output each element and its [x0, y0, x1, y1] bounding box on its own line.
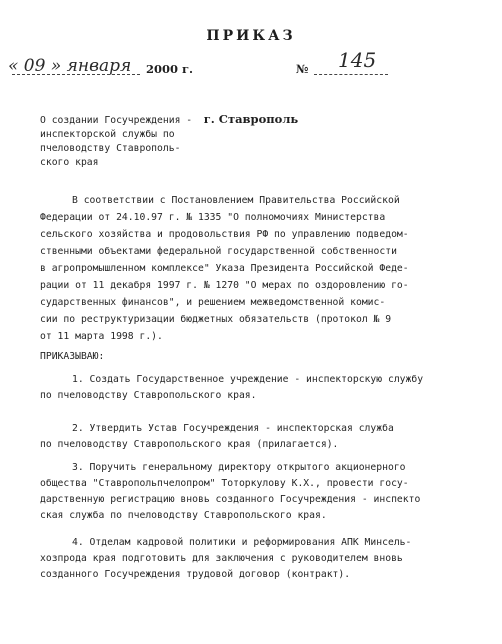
date-underline: [12, 74, 140, 75]
item-line: созданного Госучреждения трудовой договор (контракт).: [40, 569, 351, 580]
preamble-line: сударственных финансов", и решением межведомственной комис-: [40, 297, 386, 308]
item-line: 2. Утвердить Устав Госучреждения - инспекторская служба: [72, 423, 394, 434]
item-line: 4. Отделам кадровой политики и реформирования АПК Минсель-: [72, 537, 412, 548]
order-item-4: [40, 535, 502, 583]
document-title: ПРИКАЗ: [206, 28, 296, 44]
item-line: дарственную регистрацию вновь созданного Госучреждения - инспекто: [40, 494, 421, 505]
preamble-line: В соответствии с Постановлением Правительства Российской: [72, 195, 400, 206]
order-item-1: [40, 372, 502, 404]
preamble-line: рации от 11 декабря 1997 г. № 1270 "О мерах по оздоровлению го-: [40, 280, 409, 291]
preamble-line: ственными объектами федеральной государственной собственности: [40, 246, 397, 257]
order-item-3: [40, 460, 502, 524]
preamble-line: от 11 марта 1998 г.).: [40, 331, 163, 342]
item-line: по пчеловодству Ставропольского края (прилагается).: [40, 439, 339, 450]
preamble-line: сельского хозяйства и продовольствия РФ по управлению подведом-: [40, 229, 409, 240]
item-line: ская служба по пчеловодству Ставропольского края.: [40, 510, 327, 521]
item-line: 3. Поручить генеральному директору открытого акционерного: [72, 462, 406, 473]
preamble-line: Федерации от 24.10.97 г. № 1335 "О полномочиях Министерства: [40, 212, 386, 223]
order-word: ПРИКАЗЫВАЮ:: [40, 351, 105, 362]
item-line: хозпрода края подготовить для заключения с руководителем вновь: [40, 553, 403, 564]
date-handwritten: « 09 » января: [8, 56, 132, 76]
subject-block: [40, 114, 502, 170]
number-sign: №: [296, 62, 309, 76]
preamble-block: [40, 192, 502, 345]
preamble-line: сии по реструктуризации бюджетных обязательств (протокол № 9: [40, 314, 392, 325]
item-line: по пчеловодству Ставропольского края.: [40, 390, 257, 401]
subject-line: пчеловодству Ставрополь-: [40, 143, 181, 154]
item-line: общества "Ставропольпчелопром" Тоторкулову К.Х., провести госу-: [40, 478, 409, 489]
order-number-handwritten: 145: [338, 48, 377, 72]
subject-line: О создании Госучреждения -: [40, 115, 193, 126]
subject-line: ского края: [40, 157, 99, 168]
item-line: 1. Создать Государственное учреждение - инспекторскую службу: [72, 374, 424, 385]
subject-line: инспекторской службы по: [40, 129, 175, 140]
preamble-line: в агропромышленном комплексе" Указа Президента Российской Федe-: [40, 263, 409, 274]
order-item-2: [40, 421, 502, 453]
year-label: 2000 г.: [146, 62, 194, 76]
city-label: г. Ставрополь: [203, 112, 299, 126]
number-underline: [314, 74, 388, 75]
